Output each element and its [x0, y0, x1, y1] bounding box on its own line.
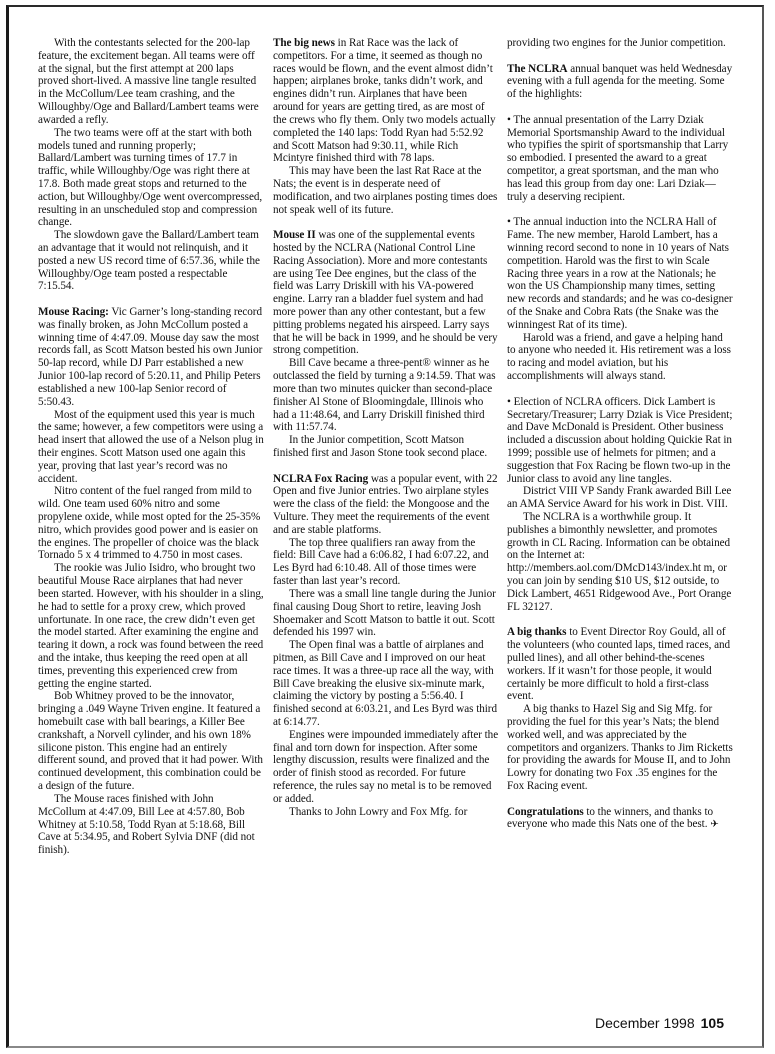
paragraph: The slowdown gave the Ballard/Lambert team an advantage that it would not relinquish, and it posted a new US record time of 6:57.36, while the Willoughby/Oge team posted a respectable 7:15.54. [38, 229, 260, 293]
airplane-end-mark-icon: ✈ [710, 819, 719, 831]
paragraph-text: was a popular event, with 22 Open and five Junior entries. Two airplane styles were the class of the field: the Mongoose and the Vulture. They meet the requirements of the event and are stable platforms. [273, 472, 498, 536]
bullet-item: • The annual induction into the NCLRA Hall of Fame. The new member, Harold Lambert, has a winning record second to none in 10 years of Nats competition. Harold was the first to win Scale Racing three years in a row at the Nationals; he won the US Championship many times, setting new records and standards; and he was co-designer of the Snake and Cobra Rats (the Snake was the winningest Rat of its time). [507, 216, 733, 331]
bullet-item: • The annual presentation of the Larry Dziak Memorial Sportsmanship Award to the individual who typifies the spirit of sportsmanship that Larry so embodied. I presented the award to a great competitor, a great sportsman, and the man who has lead this group from day one: Lari Dziak—truly a deserving recipient. [507, 113, 729, 203]
paragraph-banquet [507, 63, 733, 101]
paragraph-text: to the winners, and thanks to everyone who made this Nats one of the best. [507, 805, 714, 831]
bullet-item: • Election of NCLRA officers. Dick Lambert is Secretary/Treasurer; Larry Dziak is Vice President; and Dave McDonald is President. Other business included a discussion about holding Quickie Rat in 1999; possible use of helmets for pitmen; and a suggestion that Fox Racing be flown two-up in the Junior class to avoid any line tangles. [507, 395, 733, 485]
paragraph: The top three qualifiers ran away from the field: Bill Cave had a 6:06.82, I had 6:07.22, and Les Byrd had 6:10.48. All of those times were faster than last year’s record. [273, 536, 489, 588]
paragraph: Nitro content of the fuel ranged from mild to wild. One team used 60% nitro and some propylene oxide, while most opted for the 25-35% nitro, which provides good power and is easier on the engines. The propeller of choice was the black Tornado 5 x 4 trimmed to 4.750 in most cases. [38, 485, 261, 562]
paragraph: Most of the equipment used this year is much the same; however, a few competitors were using a head insert that allowed the use of a Nelson plug in their engines. Scott Matson used one again this year, proving that last year’s record was no accident. [38, 408, 264, 485]
paragraph-text: Vic Garner’s long-standing record was finally broken, as John McCollum posted a winning time of 4:47.09. Mouse day saw the most records fall, as Scott Matson bested his own Junior 50-lap record, while DJ Parr established a new Junior 100-lap record of 5:20.11, and Philip Peters established a new 100-lap Senior record of 5:50.43. [38, 306, 263, 408]
paragraph: The rookie was Julio Isidro, who brought two beautiful Mouse Race airplanes that had never been started. However, with his shoulder in a sling, he had to settle for a proxy crew, which proved unfortunate. In one race, the crew didn’t even get the model started. After examining the engine and tearing it down, a rock was found between the reed and the intake, thus keeping the reed open at all times, preventing this experienced crew from getting the engine started. [38, 562, 264, 690]
paragraph: Thanks to John Lowry and Fox Mfg. for [289, 805, 468, 818]
paragraph-thanks [507, 626, 733, 703]
paragraph: The Mouse races finished with John McCollum at 4:47.09, Bill Lee at 4:57.80, Bob Whitney at 5:10.58, Todd Ryan at 5:18.68, Bill Cave at 5:34.95, and Robert Sylvia DNF (did not finish). [38, 792, 255, 857]
paragraph: This may have been the last Rat Race at the Nats; the event is in desperate need of modification, and two airplanes posting times does not speak well of its future. [273, 165, 498, 216]
paragraph: The two teams were off at the start with both models tuned and running properly; Ballard/Lambert was turning times of 17.7 in traffic, while Willoughby/Oge was right there at 17.8. Both made great stops and returned to the action, but Willoughby/Oge went overcompressed, resulting in an unscheduled stop and compression change. [38, 126, 263, 229]
paragraph: The Open final was a battle of airplanes and pitmen, as Bill Cave and I improved on our heat race times. It was a three-up race all the way, with Bill Cave breaking the elusive six-minute mark, claiming the victory by posting a 5:56.40. I finished second at 6:03.21, and Les Byrd was third at 6:14.77. [273, 639, 497, 729]
paragraph-text: annual banquet was held Wednesday evening with a full agenda for the meeting. Some of the highlights: [507, 62, 733, 101]
paragraph-text: was one of the supplemental events hosted by the NCLRA (National Control Line Racing Association). More and more contestants are using Tee Dee engines, but the class of the field was Larry Driskill with his VA-powered engine. Larry ran a bladder fuel system and had more power than any other contestant, but a few pitting problems negated his airspeed. Larry says that he will be back in 1999, and he should be very strong competition. [273, 229, 498, 357]
paragraph-congratulations [507, 806, 733, 833]
column-1 [38, 37, 264, 857]
paragraph: providing two engines for the Junior competition. [507, 37, 726, 49]
paragraph: There was a small line tangle during the Junior final causing Doug Short to retire, leaving Josh Shoemaker and Scott Matson to battle it out. Scott defended his 1997 win. [273, 587, 496, 639]
column-2 [273, 37, 499, 819]
paragraph: A big thanks to Hazel Sig and Sig Mfg. for providing the fuel for this year’s Nats; the blend worked well, and was appreciated by the competitors and organizers. Thanks to Jim Ricketts for providing the awards for Mouse II, and to John Lowry for donating two Fox .35 engines for the Fox Racing event. [507, 703, 733, 793]
section-lead: The NCLRA [507, 62, 568, 75]
paragraph-mouse-ii [273, 229, 499, 357]
column-3 [507, 37, 733, 832]
paragraph: Engines were impounded immediately after the final and torn down for inspection. After some lengthy discussion, results were finalized and the order of finish stood as recorded. For future reference, the rules say no metal is to be removed or added. [273, 728, 499, 805]
section-lead: Congratulations [507, 805, 584, 818]
section-lead: A big thanks [507, 626, 567, 639]
paragraph: With the contestants selected for the 200-lap feature, the excitement began. All teams were off at the signal, but the first attempt at 200 laps proved short-lived. A massive line tangle resulted in the McCollum/Lee team crashing, and the Willoughby/Oge and Ballard/Lambert teams were awarded a refly. [38, 37, 259, 126]
section-lead: The big news [273, 37, 335, 49]
section-lead: Mouse II [273, 229, 316, 242]
paragraph-rat-race [273, 37, 499, 165]
paragraph: The NCLRA is a worthwhile group. It publishes a bimonthly newsletter, and promotes growth in CL Racing. Information can be obtained on the Internet at: http://members.aol.com/DMcD143/index.ht m, or you can join by sending $10 US, $12 outside, to Dick Lambert, 4651 Ridgewood Ave., Port Orange FL 32127. [507, 511, 732, 613]
section-lead: Mouse Racing: [38, 306, 109, 319]
paragraph: Bob Whitney proved to be the innovator, bringing a .049 Wayne Triven engine. It featured a homebuilt case with ball bearings, a Killer Bee crankshaft, a Norvell cylinder, and his own 18% silicone piston. This engine had an entirely different sound, and proved that it had power. With continued development, this combination could be a design of the future. [38, 690, 263, 793]
paragraph: Harold was a friend, and gave a helping hand to anyone who needed it. His retirement was a loss to racing and model aviation, but his accomplishments will always stand. [507, 331, 731, 383]
paragraph-text: to Event Director Roy Gould, all of the volunteers (who counted laps, timed races, and pulled lines), and all other behind-the-scenes workers. If it wasn’t for those people, it would certainly be more difficult to hold a first-class event. [507, 626, 731, 703]
section-lead: NCLRA Fox Racing [273, 472, 369, 485]
paragraph-text: in Rat Race was the lack of competitors. For a time, it seemed as though no races would be flown, and the event almost didn’t happen; airplanes broke, tanks didn’t work, and engines didn’t run. Airplanes that have been around for years are getting tired, as are most of the crews who fly them. Only two models actually completed the 140 laps: Todd Ryan had 5:52.92 and Scott Matson had 9:30.11, while Rich Mcintyre finished third with 78 laps. [273, 37, 496, 165]
paragraph-fox-racing [273, 473, 499, 537]
paragraph-mouse-racing [38, 306, 264, 409]
page-footer [595, 1015, 724, 1031]
paragraph: Bill Cave became a three-pent® winner as he outclassed the field by turning a 9:14.59. That was more than two minutes quicker than second-place finisher Al Stone of Bloomingdale, Illinois who had a 11:48.64, and Larry Driskill finished third with 11:57.74. [273, 357, 496, 434]
page-number: 105 [700, 1015, 724, 1031]
issue-date: December 1998 [595, 1015, 695, 1031]
paragraph: District VIII VP Sandy Frank awarded Bill Lee an AMA Service Award for his work in Dist. VIII. [507, 485, 732, 511]
paragraph: In the Junior competition, Scott Matson finished first and Jason Stone took second place. [273, 434, 488, 459]
